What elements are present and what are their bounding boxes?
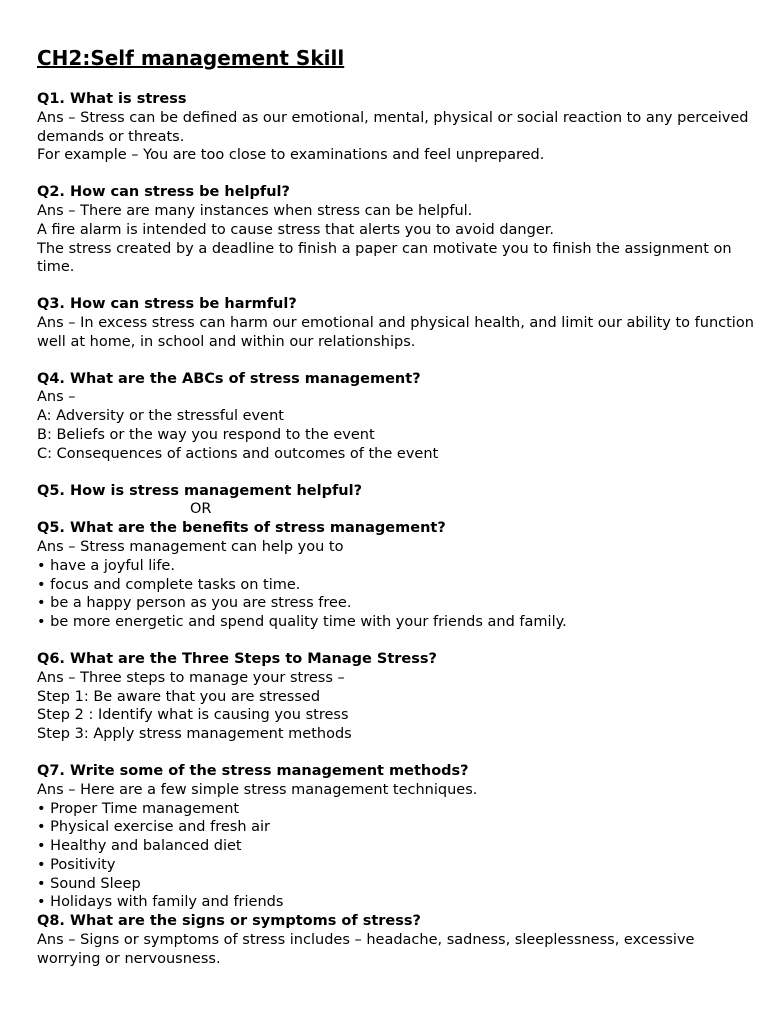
answer-line: Ans – Here are a few simple stress management techniques. xyxy=(37,781,478,798)
qa-section-3 xyxy=(37,295,768,351)
qa-section-6 xyxy=(37,650,768,744)
qa-section-4 xyxy=(37,370,768,464)
answer-line: time. xyxy=(37,259,75,276)
question-heading: Q7. Write some of the stress management methods? xyxy=(37,762,469,779)
question-heading: Q3. How can stress be harmful? xyxy=(37,296,297,313)
qa-section-8 xyxy=(37,912,768,968)
answer-line: Ans – Stress management can help you to xyxy=(37,538,344,555)
bullet-item: • Holidays with family and friends xyxy=(37,894,284,911)
step-item: Step 1: Be aware that you are stressed xyxy=(37,688,321,705)
question-heading: Q2. How can stress be helpful? xyxy=(37,184,290,201)
answer-line: A: Adversity or the stressful event xyxy=(37,408,284,425)
question-heading: Q5. How is stress management helpful? xyxy=(37,482,362,499)
bullet-item: • Physical exercise and fresh air xyxy=(37,819,270,836)
answer-line: worrying or nervousness. xyxy=(37,950,221,967)
step-item: Step 2 : Identify what is causing you stress xyxy=(37,707,349,724)
answer-line: Ans – xyxy=(37,389,76,406)
bullet-item: • Proper Time management xyxy=(37,800,240,817)
bullet-item: • focus and complete tasks on time. xyxy=(37,576,301,593)
answer-line: Ans – Stress can be defined as our emotional, mental, physical or social reaction to any perceived xyxy=(37,109,749,126)
bullet-item: • Positivity xyxy=(37,856,116,873)
answer-line: Ans – Signs or symptoms of stress includes – headache, sadness, sleeplessness, excessive xyxy=(37,932,695,949)
qa-section-7 xyxy=(37,762,768,912)
step-item: Step 3: Apply stress management methods xyxy=(37,726,352,743)
answer-line: For example – You are too close to examinations and feel unprepared. xyxy=(37,147,545,164)
answer-line: Ans – There are many instances when stress can be helpful. xyxy=(37,202,473,219)
qa-section-5 xyxy=(37,482,768,632)
answer-line: Ans – In excess stress can harm our emotional and physical health, and limit our ability to function xyxy=(37,314,754,331)
question-heading: Q8. What are the signs or symptoms of stress? xyxy=(37,913,421,930)
answer-line: The stress created by a deadline to finish a paper can motivate you to finish the assignment on xyxy=(37,240,732,257)
question-heading: Q1. What is stress xyxy=(37,91,187,107)
bullet-item: • be a happy person as you are stress free. xyxy=(37,595,352,612)
answer-line: C: Consequences of actions and outcomes of the event xyxy=(37,445,439,462)
question-heading: Q4. What are the ABCs of stress management? xyxy=(37,370,421,387)
qa-section-2 xyxy=(37,183,768,277)
bullet-item: • Sound Sleep xyxy=(37,875,141,892)
bullet-item: • be more energetic and spend quality time with your friends and family. xyxy=(37,614,567,631)
or-separator: OR xyxy=(190,501,212,518)
qa-section-1 xyxy=(37,90,768,165)
answer-line: A fire alarm is intended to cause stress that alerts you to avoid danger. xyxy=(37,221,554,238)
document-title: CH2:Self management Skill xyxy=(37,46,345,70)
question-heading: Q6. What are the Three Steps to Manage Stress? xyxy=(37,650,437,667)
answer-line: Ans – Three steps to manage your stress – xyxy=(37,669,345,686)
question-heading-alt: Q5. What are the benefits of stress management? xyxy=(37,520,446,537)
document-page xyxy=(37,44,768,987)
answer-line: demands or threats. xyxy=(37,128,185,145)
answer-line: well at home, in school and within our relationships. xyxy=(37,333,416,350)
bullet-item: • have a joyful life. xyxy=(37,557,175,574)
answer-line: B: Beliefs or the way you respond to the event xyxy=(37,426,375,443)
bullet-item: • Healthy and balanced diet xyxy=(37,838,242,855)
